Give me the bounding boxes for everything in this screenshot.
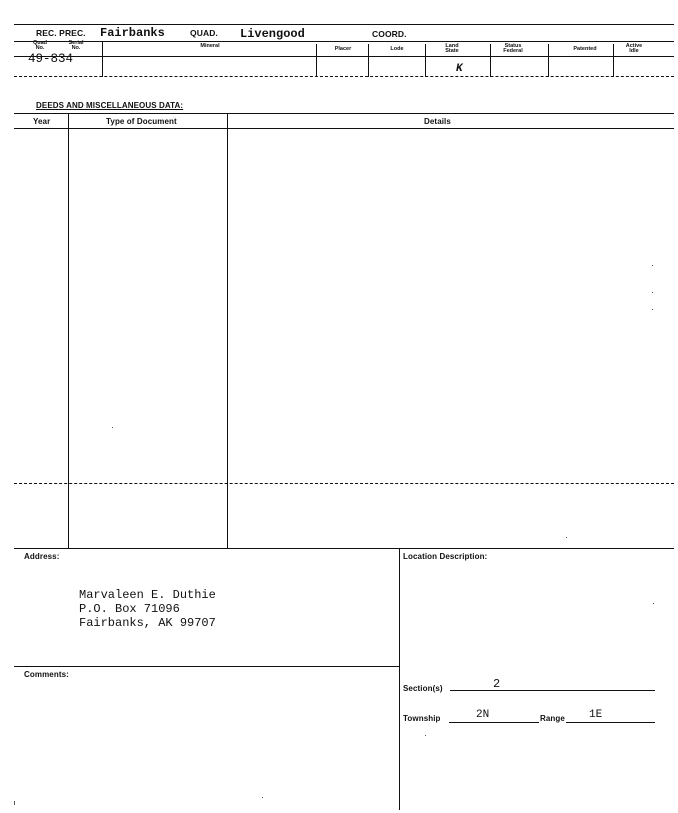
quad-label: QUAD. <box>190 28 218 38</box>
land-state-value: K <box>456 63 463 75</box>
placer-label: Placer <box>334 46 352 52</box>
quad-no-label: Quad No. <box>32 40 48 51</box>
claim-table-bottom-dashed-rule <box>14 76 674 77</box>
scan-speck <box>425 735 426 736</box>
address-line-2: P.O. Box 71096 <box>79 602 180 616</box>
patented-label: Patented <box>573 46 597 52</box>
deeds-table-top-rule <box>14 113 674 114</box>
deeds-section-title: DEEDS AND MISCELLANEOUS DATA: <box>36 101 184 110</box>
quad-serial-number: 49-834 <box>28 52 74 66</box>
land-state-label: Land State <box>445 43 459 54</box>
address-location-divider <box>399 548 400 810</box>
deeds-header-bottom-rule <box>14 128 674 129</box>
range-value: 1E <box>589 709 603 721</box>
claim-col-divider-2 <box>316 44 317 77</box>
mineral-label: Mineral <box>200 43 220 49</box>
scan-speck <box>566 537 567 538</box>
location-description-label: Location Description: <box>403 552 488 561</box>
claim-col-divider-6 <box>548 44 549 77</box>
scan-speck <box>652 309 653 310</box>
claim-table-top-rule <box>14 41 674 42</box>
coord-label: COORD. <box>372 29 407 39</box>
deeds-table-bottom-rule <box>14 548 674 549</box>
claim-col-divider-3 <box>368 44 369 77</box>
claim-col-divider-4 <box>425 44 426 77</box>
range-underline <box>566 722 655 723</box>
serial-no-label: Serial No. <box>68 40 84 51</box>
claim-col-divider-1 <box>102 41 103 77</box>
rec-prec-value: Fairbanks <box>100 26 165 40</box>
address-line-1: Marvaleen E. Duthie <box>79 588 216 602</box>
section-underline <box>450 690 655 691</box>
col-header-year: Year <box>33 117 51 126</box>
scan-speck <box>652 292 653 293</box>
scan-speck <box>112 427 113 428</box>
status-federal-label: Status Federal <box>503 43 523 54</box>
township-underline <box>449 722 539 723</box>
scan-speck <box>653 603 654 604</box>
quad-value: Livengood <box>240 27 305 41</box>
claim-col-divider-7 <box>613 44 614 77</box>
scan-speck <box>14 801 15 805</box>
address-comments-rule <box>14 666 399 667</box>
col-header-details: Details <box>424 117 451 126</box>
comments-label: Comments: <box>24 670 69 679</box>
scan-speck <box>262 797 263 798</box>
top-rule <box>14 24 674 25</box>
section-label: Section(s) <box>403 684 443 693</box>
active-idle-label: Active Idle <box>625 43 643 54</box>
deeds-dashed-separator <box>14 483 674 484</box>
rec-prec-label: REC. PREC. <box>36 28 86 38</box>
claim-col-divider-5 <box>490 44 491 77</box>
range-label: Range <box>540 714 565 723</box>
claim-table-mid-rule <box>14 56 674 57</box>
township-value: 2N <box>476 709 490 721</box>
col-header-type-of-document: Type of Document <box>106 117 177 126</box>
address-line-3: Fairbanks, AK 99707 <box>79 616 216 630</box>
scan-speck <box>652 265 653 266</box>
lode-label: Lode <box>390 46 404 52</box>
address-label: Address: <box>24 552 60 561</box>
township-label: Township <box>403 714 441 723</box>
section-value: 2 <box>493 677 501 691</box>
